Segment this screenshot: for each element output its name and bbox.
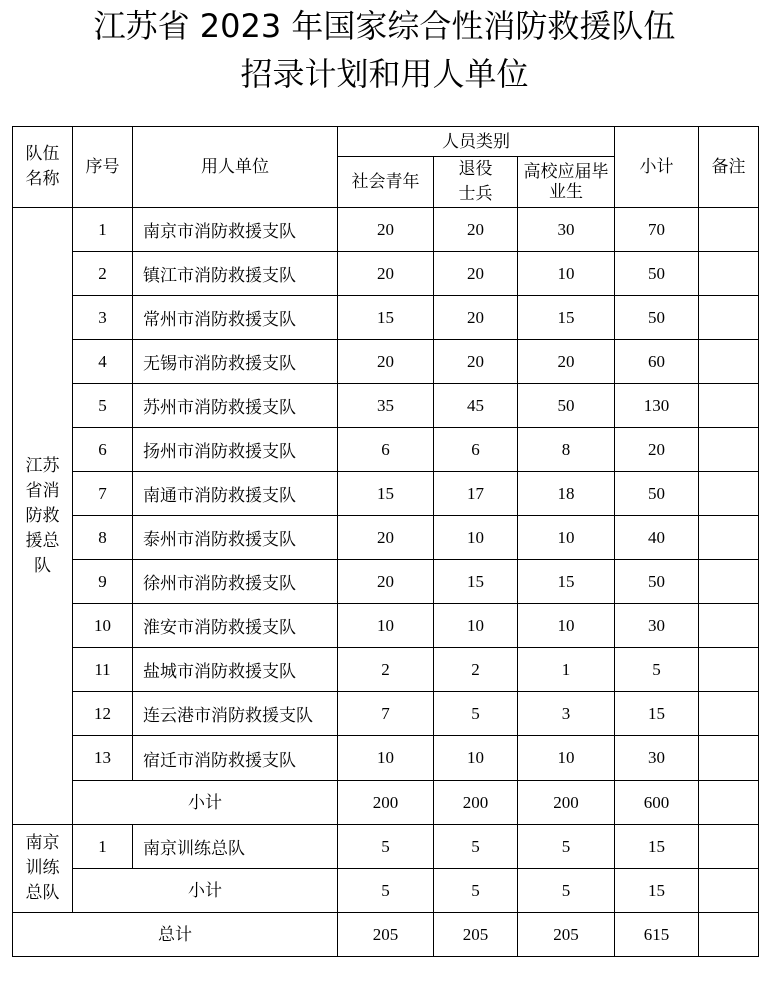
remarks-cell — [699, 781, 759, 825]
graduates-cell: 5 — [518, 869, 615, 913]
header-graduates: 高校应届毕业生 — [518, 157, 615, 208]
seq-cell: 7 — [73, 472, 133, 516]
veterans-cell: 5 — [434, 825, 518, 869]
veterans-cell: 6 — [434, 428, 518, 472]
seq-cell: 3 — [73, 296, 133, 340]
graduates-cell: 30 — [518, 208, 615, 252]
seq-cell: 9 — [73, 560, 133, 604]
table-row — [13, 208, 759, 252]
table-row — [13, 296, 759, 340]
graduates-cell: 20 — [518, 340, 615, 384]
graduates-cell: 10 — [518, 516, 615, 560]
social-youth-cell: 10 — [338, 604, 434, 648]
seq-cell: 12 — [73, 692, 133, 736]
unit-cell: 苏州市消防救援支队 — [133, 384, 338, 428]
unit-cell: 无锡市消防救援支队 — [133, 340, 338, 384]
unit-cell: 南通市消防救援支队 — [133, 472, 338, 516]
subtotal-cell: 20 — [615, 428, 699, 472]
veterans-cell: 10 — [434, 736, 518, 781]
seq-cell: 11 — [73, 648, 133, 692]
social-youth-cell: 20 — [338, 252, 434, 296]
unit-cell: 泰州市消防救援支队 — [133, 516, 338, 560]
grand-total-row — [13, 913, 759, 957]
graduates-cell: 8 — [518, 428, 615, 472]
social-youth-cell: 5 — [338, 825, 434, 869]
table-row — [13, 252, 759, 296]
table-row — [13, 648, 759, 692]
unit-cell: 宿迁市消防救援支队 — [133, 736, 338, 781]
seq-cell: 2 — [73, 252, 133, 296]
team-name: 南京训练总队 — [25, 833, 60, 903]
unit-cell: 盐城市消防救援支队 — [133, 648, 338, 692]
graduates-cell: 15 — [518, 296, 615, 340]
table-row — [13, 736, 759, 781]
remarks-cell — [699, 869, 759, 913]
subtotal-cell: 5 — [615, 648, 699, 692]
table-row — [13, 340, 759, 384]
subtotal-cell: 15 — [615, 825, 699, 869]
subtotal-cell: 615 — [615, 913, 699, 957]
header-veterans: 退役士兵 — [434, 157, 518, 208]
subtotal-cell: 40 — [615, 516, 699, 560]
remarks-cell — [699, 208, 759, 252]
subtotal-label: 小计 — [73, 869, 338, 913]
subtotal-cell: 15 — [615, 692, 699, 736]
subtotal-cell: 60 — [615, 340, 699, 384]
remarks-cell — [699, 340, 759, 384]
remarks-cell — [699, 604, 759, 648]
table-row — [13, 472, 759, 516]
team-name-cell — [13, 825, 73, 913]
seq-cell: 8 — [73, 516, 133, 560]
social-youth-cell: 200 — [338, 781, 434, 825]
social-youth-cell: 20 — [338, 340, 434, 384]
graduates-cell: 10 — [518, 604, 615, 648]
graduates-cell: 200 — [518, 781, 615, 825]
subtotal-cell: 130 — [615, 384, 699, 428]
graduates-cell: 50 — [518, 384, 615, 428]
unit-cell: 常州市消防救援支队 — [133, 296, 338, 340]
subtotal-cell: 30 — [615, 604, 699, 648]
remarks-cell — [699, 384, 759, 428]
social-youth-cell: 20 — [338, 208, 434, 252]
veterans-cell: 200 — [434, 781, 518, 825]
subtotal-cell: 70 — [615, 208, 699, 252]
document-title-line1: 江苏省 2023 年国家综合性消防救援队伍 — [93, 7, 676, 45]
unit-cell: 南京市消防救援支队 — [133, 208, 338, 252]
veterans-cell: 20 — [434, 208, 518, 252]
subtotal-cell: 600 — [615, 781, 699, 825]
subtotal-cell: 30 — [615, 736, 699, 781]
graduates-cell: 15 — [518, 560, 615, 604]
remarks-cell — [699, 736, 759, 781]
veterans-cell: 20 — [434, 252, 518, 296]
subtotal-row — [13, 869, 759, 913]
table-row — [13, 560, 759, 604]
social-youth-cell: 20 — [338, 516, 434, 560]
unit-cell: 淮安市消防救援支队 — [133, 604, 338, 648]
subtotal-cell: 50 — [615, 296, 699, 340]
graduates-cell: 1 — [518, 648, 615, 692]
social-youth-cell: 35 — [338, 384, 434, 428]
table-row — [13, 825, 759, 869]
remarks-cell — [699, 472, 759, 516]
social-youth-cell: 20 — [338, 560, 434, 604]
unit-cell: 连云港市消防救援支队 — [133, 692, 338, 736]
seq-cell: 4 — [73, 340, 133, 384]
grand-total-label: 总计 — [13, 913, 338, 957]
unit-cell: 徐州市消防救援支队 — [133, 560, 338, 604]
social-youth-cell: 10 — [338, 736, 434, 781]
table-row — [13, 604, 759, 648]
header-subtotal: 小计 — [615, 127, 699, 208]
veterans-cell: 10 — [434, 604, 518, 648]
remarks-cell — [699, 648, 759, 692]
subtotal-cell: 50 — [615, 560, 699, 604]
graduates-cell: 3 — [518, 692, 615, 736]
subtotal-cell: 50 — [615, 472, 699, 516]
veterans-cell: 15 — [434, 560, 518, 604]
graduates-cell: 18 — [518, 472, 615, 516]
remarks-cell — [699, 516, 759, 560]
unit-cell: 镇江市消防救援支队 — [133, 252, 338, 296]
document-title-line2: 招录计划和用人单位 — [240, 55, 529, 93]
veterans-cell: 10 — [434, 516, 518, 560]
seq-cell: 1 — [73, 825, 133, 869]
team-name-cell — [13, 208, 73, 825]
table-row — [13, 384, 759, 428]
social-youth-cell: 2 — [338, 648, 434, 692]
unit-cell: 南京训练总队 — [133, 825, 338, 869]
graduates-cell: 10 — [518, 252, 615, 296]
header-team-name: 队伍名称 — [13, 127, 73, 208]
header-social-youth: 社会青年 — [338, 157, 434, 208]
veterans-cell: 5 — [434, 692, 518, 736]
veterans-cell: 17 — [434, 472, 518, 516]
graduates-cell: 5 — [518, 825, 615, 869]
seq-cell: 10 — [73, 604, 133, 648]
seq-cell: 1 — [73, 208, 133, 252]
veterans-cell: 20 — [434, 296, 518, 340]
header-unit: 用人单位 — [133, 127, 338, 208]
table-row — [13, 428, 759, 472]
veterans-cell: 205 — [434, 913, 518, 957]
graduates-cell: 10 — [518, 736, 615, 781]
team-name: 江苏省消防救援总队 — [25, 455, 60, 576]
seq-cell: 6 — [73, 428, 133, 472]
veterans-cell: 2 — [434, 648, 518, 692]
social-youth-cell: 205 — [338, 913, 434, 957]
recruitment-table — [12, 126, 759, 957]
social-youth-cell: 7 — [338, 692, 434, 736]
header-category: 人员类别 — [338, 127, 615, 157]
social-youth-cell: 5 — [338, 869, 434, 913]
remarks-cell — [699, 692, 759, 736]
remarks-cell — [699, 296, 759, 340]
veterans-cell: 5 — [434, 869, 518, 913]
seq-cell: 13 — [73, 736, 133, 781]
subtotal-cell: 50 — [615, 252, 699, 296]
remarks-cell — [699, 428, 759, 472]
remarks-cell — [699, 825, 759, 869]
unit-cell: 扬州市消防救援支队 — [133, 428, 338, 472]
social-youth-cell: 15 — [338, 472, 434, 516]
graduates-cell: 205 — [518, 913, 615, 957]
remarks-cell — [699, 252, 759, 296]
header-seq: 序号 — [73, 127, 133, 208]
subtotal-label: 小计 — [73, 781, 338, 825]
social-youth-cell: 15 — [338, 296, 434, 340]
subtotal-row — [13, 781, 759, 825]
remarks-cell — [699, 560, 759, 604]
table-row — [13, 516, 759, 560]
header-remarks: 备注 — [699, 127, 759, 208]
veterans-cell: 45 — [434, 384, 518, 428]
veterans-cell: 20 — [434, 340, 518, 384]
table-row — [13, 692, 759, 736]
social-youth-cell: 6 — [338, 428, 434, 472]
remarks-cell — [699, 913, 759, 957]
subtotal-cell: 15 — [615, 869, 699, 913]
seq-cell: 5 — [73, 384, 133, 428]
